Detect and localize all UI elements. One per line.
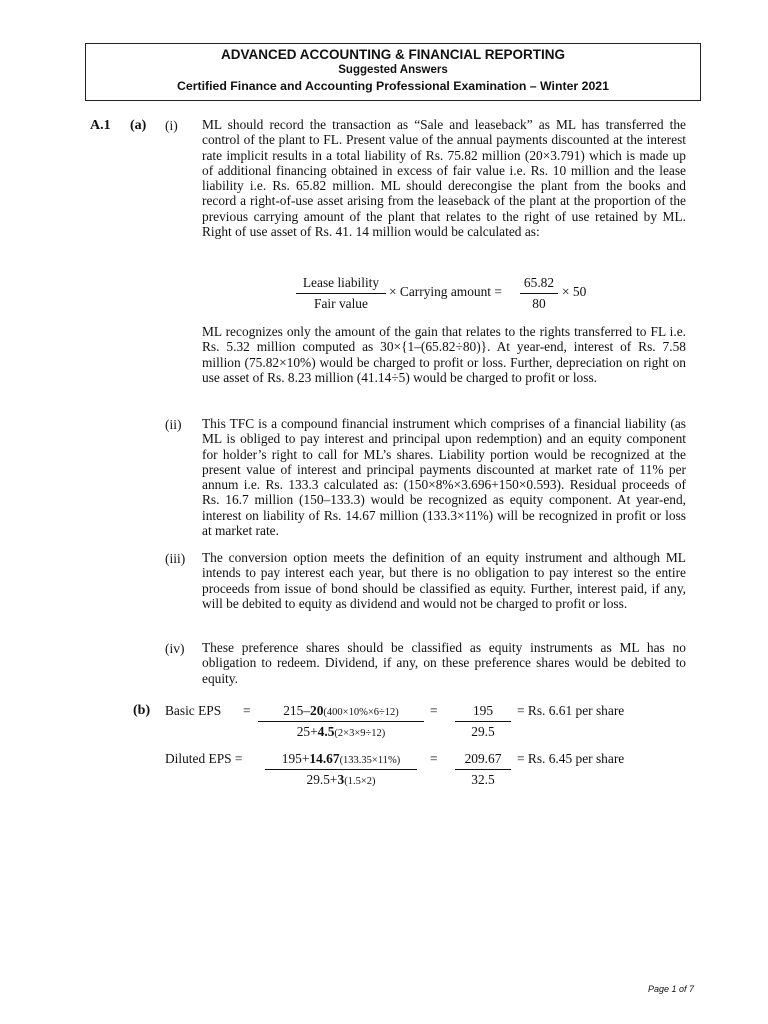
item-i-text: ML should record the transaction as “Sale and leaseback” as ML has transferred the control of the plant to FL. Present value of the annual payments discounted at the interest rate implicit results in a total liability of Rs. 75.82 million (20×3.791) which is made up of additional financing obtained in excess of fair value i.e. Rs. 10 million and the lease liability i.e. Rs. 65.82 million. ML should derecongise the plant from the books and record a right-of-use asset arising from the leaseback of the plant at the proportion of the previous carrying amount of the plant that relates to the right of use retained by ML. Right of use asset of Rs. 41. 14 million would be calculated as: [202,117,686,240]
item-iii-text: The conversion option meets the definition of an equity instrument and although ML intends to pay interest each year, but there is no obligation to pay interest so the entire proceeds from issue of bond should be classified as equity. Further, interest paid, if any, will be debited to equity as dividend and would not be charged to profit or loss. [202,550,686,611]
diluted-eps-label: Diluted EPS = [165,751,243,766]
basic-den-2: 29.5 [471,724,495,739]
item-i-text-2: ML recognizes only the amount of the gain that relates to the rights transferred to FL i.e. Rs. 5.32 million computed as 30×{1–(65.82÷80)}. At year-end, interest of Rs. 7.58 million (75.82×10%) would be charged to profit or loss. Further, depreciation on right on use asset of Rs. 8.23 million (41.14÷5) would be charged to profit or loss. [202,324,686,385]
basic-eps-fraction-2 [455,703,511,740]
diluted-eps-result: = Rs. 6.45 per share [517,751,625,766]
item-iii-label: (iii) [165,551,186,566]
basic-eps-fraction [258,703,424,740]
basic-num-2: 195 [455,703,511,722]
item-iv-text: These preference shares should be classified as equity instruments as ML has no obligation to redeem. Dividend, if any, on these preference shares would be debited to equity. [202,640,686,686]
diluted-eps-fraction [265,751,417,788]
basic-eps-result: = Rs. 6.61 per share [517,703,625,718]
formula-mid: × Carrying amount = [389,284,502,299]
formula-num-2: 65.82 [520,275,558,294]
diluted-den-a: 29.5+ [306,772,338,787]
item-ii-label: (ii) [165,417,182,432]
part-b-label: (b) [133,703,151,718]
diluted-eps-numerator [265,751,417,770]
basic-num-c: (400×10%×6÷12) [323,707,399,718]
formula-tail: × 50 [562,284,587,299]
diluted-den-c: (1.5×2) [344,776,376,787]
basic-num-b: 20 [310,703,324,718]
basic-eps-label: Basic EPS [165,703,222,718]
formula-den-2: 80 [532,296,546,311]
basic-eps-equals-2: = [430,703,438,718]
item-ii-text: This TFC is a compound financial instrument which comprises of a financial liability (as ML is obliged to pay interest and principal upon redemption) and an equity component for holder’s right to call for ML’s shares. Liability portion would be recognized at the present value of interest and principal payments discounted at market rate of 11% per annum i.e. Rs. 133.3 calculated as: (150×8%×3.696+150×0.593). Residual proceeds of Rs. 16.7 million (150–133.3) would be recognized as equity component. At year-end, interest on liability of Rs. 14.67 million (133.3×11%) will be recognized in profit or loss at market rate. [202,416,686,539]
diluted-num-c: (133.35×11%) [339,755,401,766]
basic-den-b: 4.5 [317,724,335,739]
document-title: ADVANCED ACCOUNTING & FINANCIAL REPORTING [221,47,565,62]
item-i-label: (i) [165,118,178,133]
page-number: Page 1 of 7 [648,984,695,994]
header-box [85,43,701,101]
part-a-label: (a) [130,118,147,133]
diluted-eps-equals-2: = [430,751,438,766]
diluted-den-b: 3 [337,772,345,787]
basic-eps-equals: = [243,703,251,718]
formula-fraction-2 [520,275,558,312]
diluted-eps-denominator [265,770,417,788]
diluted-eps-fraction-2 [455,751,511,788]
formula-fraction-1 [296,275,386,312]
question-number: A.1 [90,118,111,133]
item-iv-label: (iv) [165,641,185,656]
diluted-den-2: 32.5 [471,772,495,787]
diluted-num-a: 195+ [281,751,310,766]
basic-num-a: 215– [283,703,311,718]
diluted-num-b: 14.67 [309,751,340,766]
basic-eps-numerator [258,703,424,722]
diluted-num-2: 209.67 [455,751,511,770]
exam-name: Certified Finance and Accounting Professional Examination – Winter 2021 [177,79,609,93]
formula-den-1: Fair value [314,296,368,311]
basic-eps-denominator [258,722,424,740]
document-subtitle: Suggested Answers [338,64,448,76]
basic-den-c: (2×3×9÷12) [334,728,386,739]
formula-num-1: Lease liability [296,275,386,294]
basic-den-a: 25+ [296,724,318,739]
